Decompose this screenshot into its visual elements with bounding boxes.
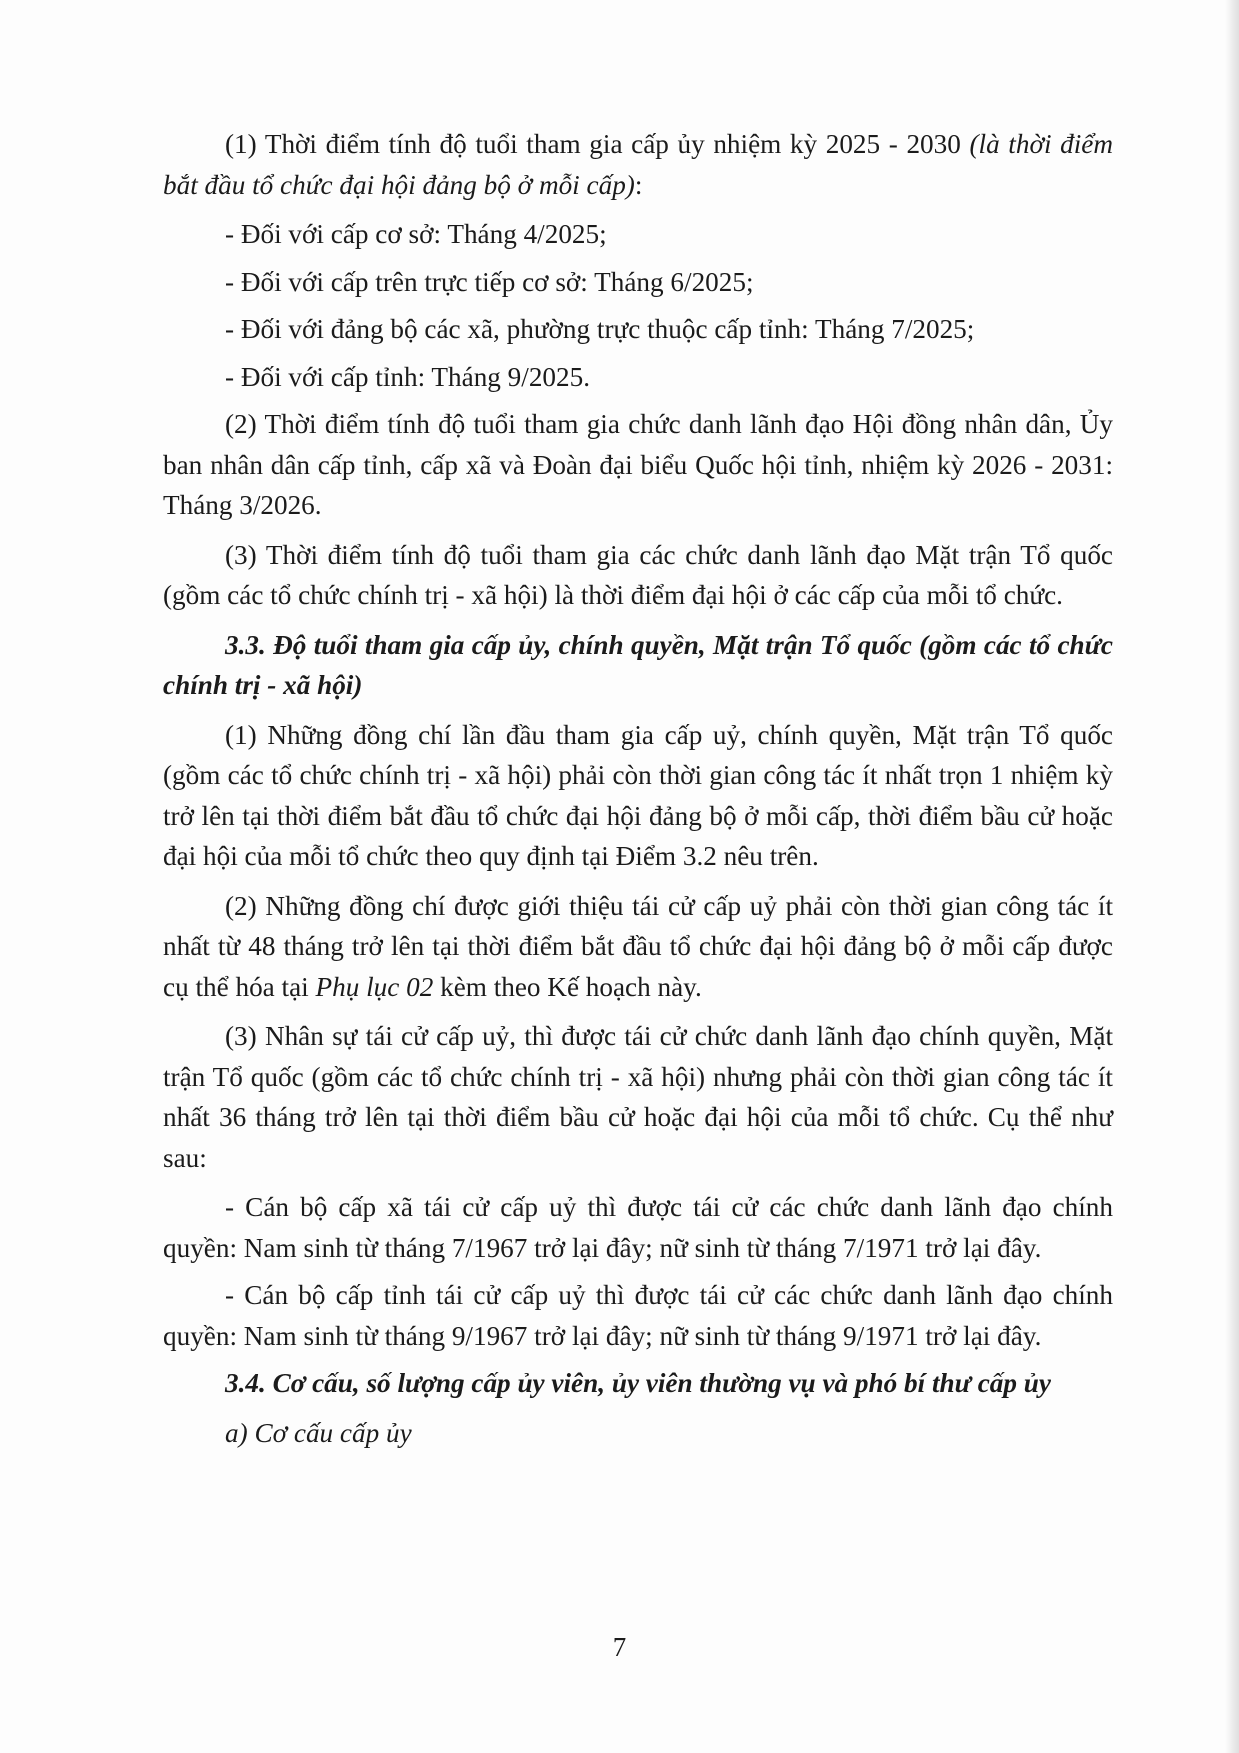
- list-item: - Đối với cấp tỉnh: Tháng 9/2025.: [225, 361, 590, 392]
- text-run: (1) Thời điểm tính độ tuổi tham gia cấp ủy nhiệm kỳ 2025 - 2030: [225, 129, 970, 159]
- italic-note: (là thời điểm bắt đầu tổ chức đại hội đảng bộ ở mỗi cấp): [163, 129, 1114, 200]
- subsection-heading-a: a) Cơ cấu cấp ủy: [225, 1417, 412, 1448]
- list-item: - Cán bộ cấp tỉnh tái cử cấp uỷ thì được tái cử các chức danh lãnh đạo chính quyền: Nam sinh từ tháng 9/1967 trở lại đây; nữ sinh từ tháng 9/1971 trở lại đây.: [163, 1280, 1113, 1351]
- list-item: - Cán bộ cấp xã tái cử cấp uỷ thì được tái cử các chức danh lãnh đạo chính quyền: Nam sinh từ tháng 7/1967 trở lại đây; nữ sinh từ tháng 7/1971 trở lại đây.: [163, 1192, 1113, 1263]
- text-run: kèm theo Kế hoạch này.: [433, 971, 702, 1002]
- text-run: :: [634, 169, 643, 200]
- paragraph-re-election-government: (3) Nhân sự tái cử cấp uỷ, thì được tái cử chức danh lãnh đạo chính quyền, Mặt trận Tổ quốc (gồm các tổ chức chính trị - xã hội) nhưng phải còn thời gian công tác ít nhất 36 tháng trở lên tại thời điểm bầu cử hoặc đại hội của mỗi tổ chức. Cụ thể như sau:: [163, 1021, 1113, 1173]
- paragraph-age-timing-committee: [163, 124, 1113, 205]
- section-heading-3-4: 3.4. Cơ cấu, số lượng cấp ủy viên, ủy viên thường vụ và phó bí thư cấp ủy: [225, 1368, 1051, 1398]
- list-item: - Đối với cấp trên trực tiếp cơ sở: Tháng 6/2025;: [225, 266, 754, 297]
- paragraph-first-time: (1) Những đồng chí lần đầu tham gia cấp uỷ, chính quyền, Mặt trận Tổ quốc (gồm các tổ chức chính trị - xã hội) phải còn thời gian công tác ít nhất trọn 1 nhiệm kỳ trở lên tại thời điểm bắt đầu tổ chức đại hội đảng bộ ở mỗi cấp, thời điểm bầu cử hoặc đại hội của mỗi tổ chức theo quy định tại Điểm 3.2 nêu trên.: [163, 719, 1113, 871]
- section-heading-3-3: 3.3. Độ tuổi tham gia cấp ủy, chính quyền, Mặt trận Tổ quốc (gồm các tổ chức chính trị - xã hội): [163, 629, 1113, 700]
- page-content: [163, 124, 1113, 1462]
- paragraph-re-election: [163, 886, 1113, 1008]
- list-item: - Đối với cấp cơ sở: Tháng 4/2025;: [225, 219, 607, 249]
- page-number: 7: [612, 1632, 627, 1662]
- paragraph-age-timing-government: (2) Thời điểm tính độ tuổi tham gia chức danh lãnh đạo Hội đồng nhân dân, Ủy ban nhân dân cấp tỉnh, cấp xã và Đoàn đại biểu Quốc hội tỉnh, nhiệm kỳ 2026 - 2031: Tháng 3/2026.: [163, 409, 1113, 520]
- paragraph-age-timing-front: (3) Thời điểm tính độ tuổi tham gia các chức danh lãnh đạo Mặt trận Tổ quốc (gồm các tổ chức chính trị - xã hội) là thời điểm đại hội ở các cấp của mỗi tổ chức.: [163, 539, 1113, 610]
- list-item: - Đối với đảng bộ các xã, phường trực thuộc cấp tỉnh: Tháng 7/2025;: [225, 314, 975, 344]
- appendix-reference: Phụ lục 02: [315, 971, 434, 1002]
- text-run: (2) Những đồng chí được giới thiệu tái cử cấp uỷ phải còn thời gian công tác ít nhất từ 48 tháng trở lên tại thời điểm bắt đầu tổ chức đại hội đảng bộ ở mỗi cấp được cụ thể hóa tại: [163, 890, 1113, 1002]
